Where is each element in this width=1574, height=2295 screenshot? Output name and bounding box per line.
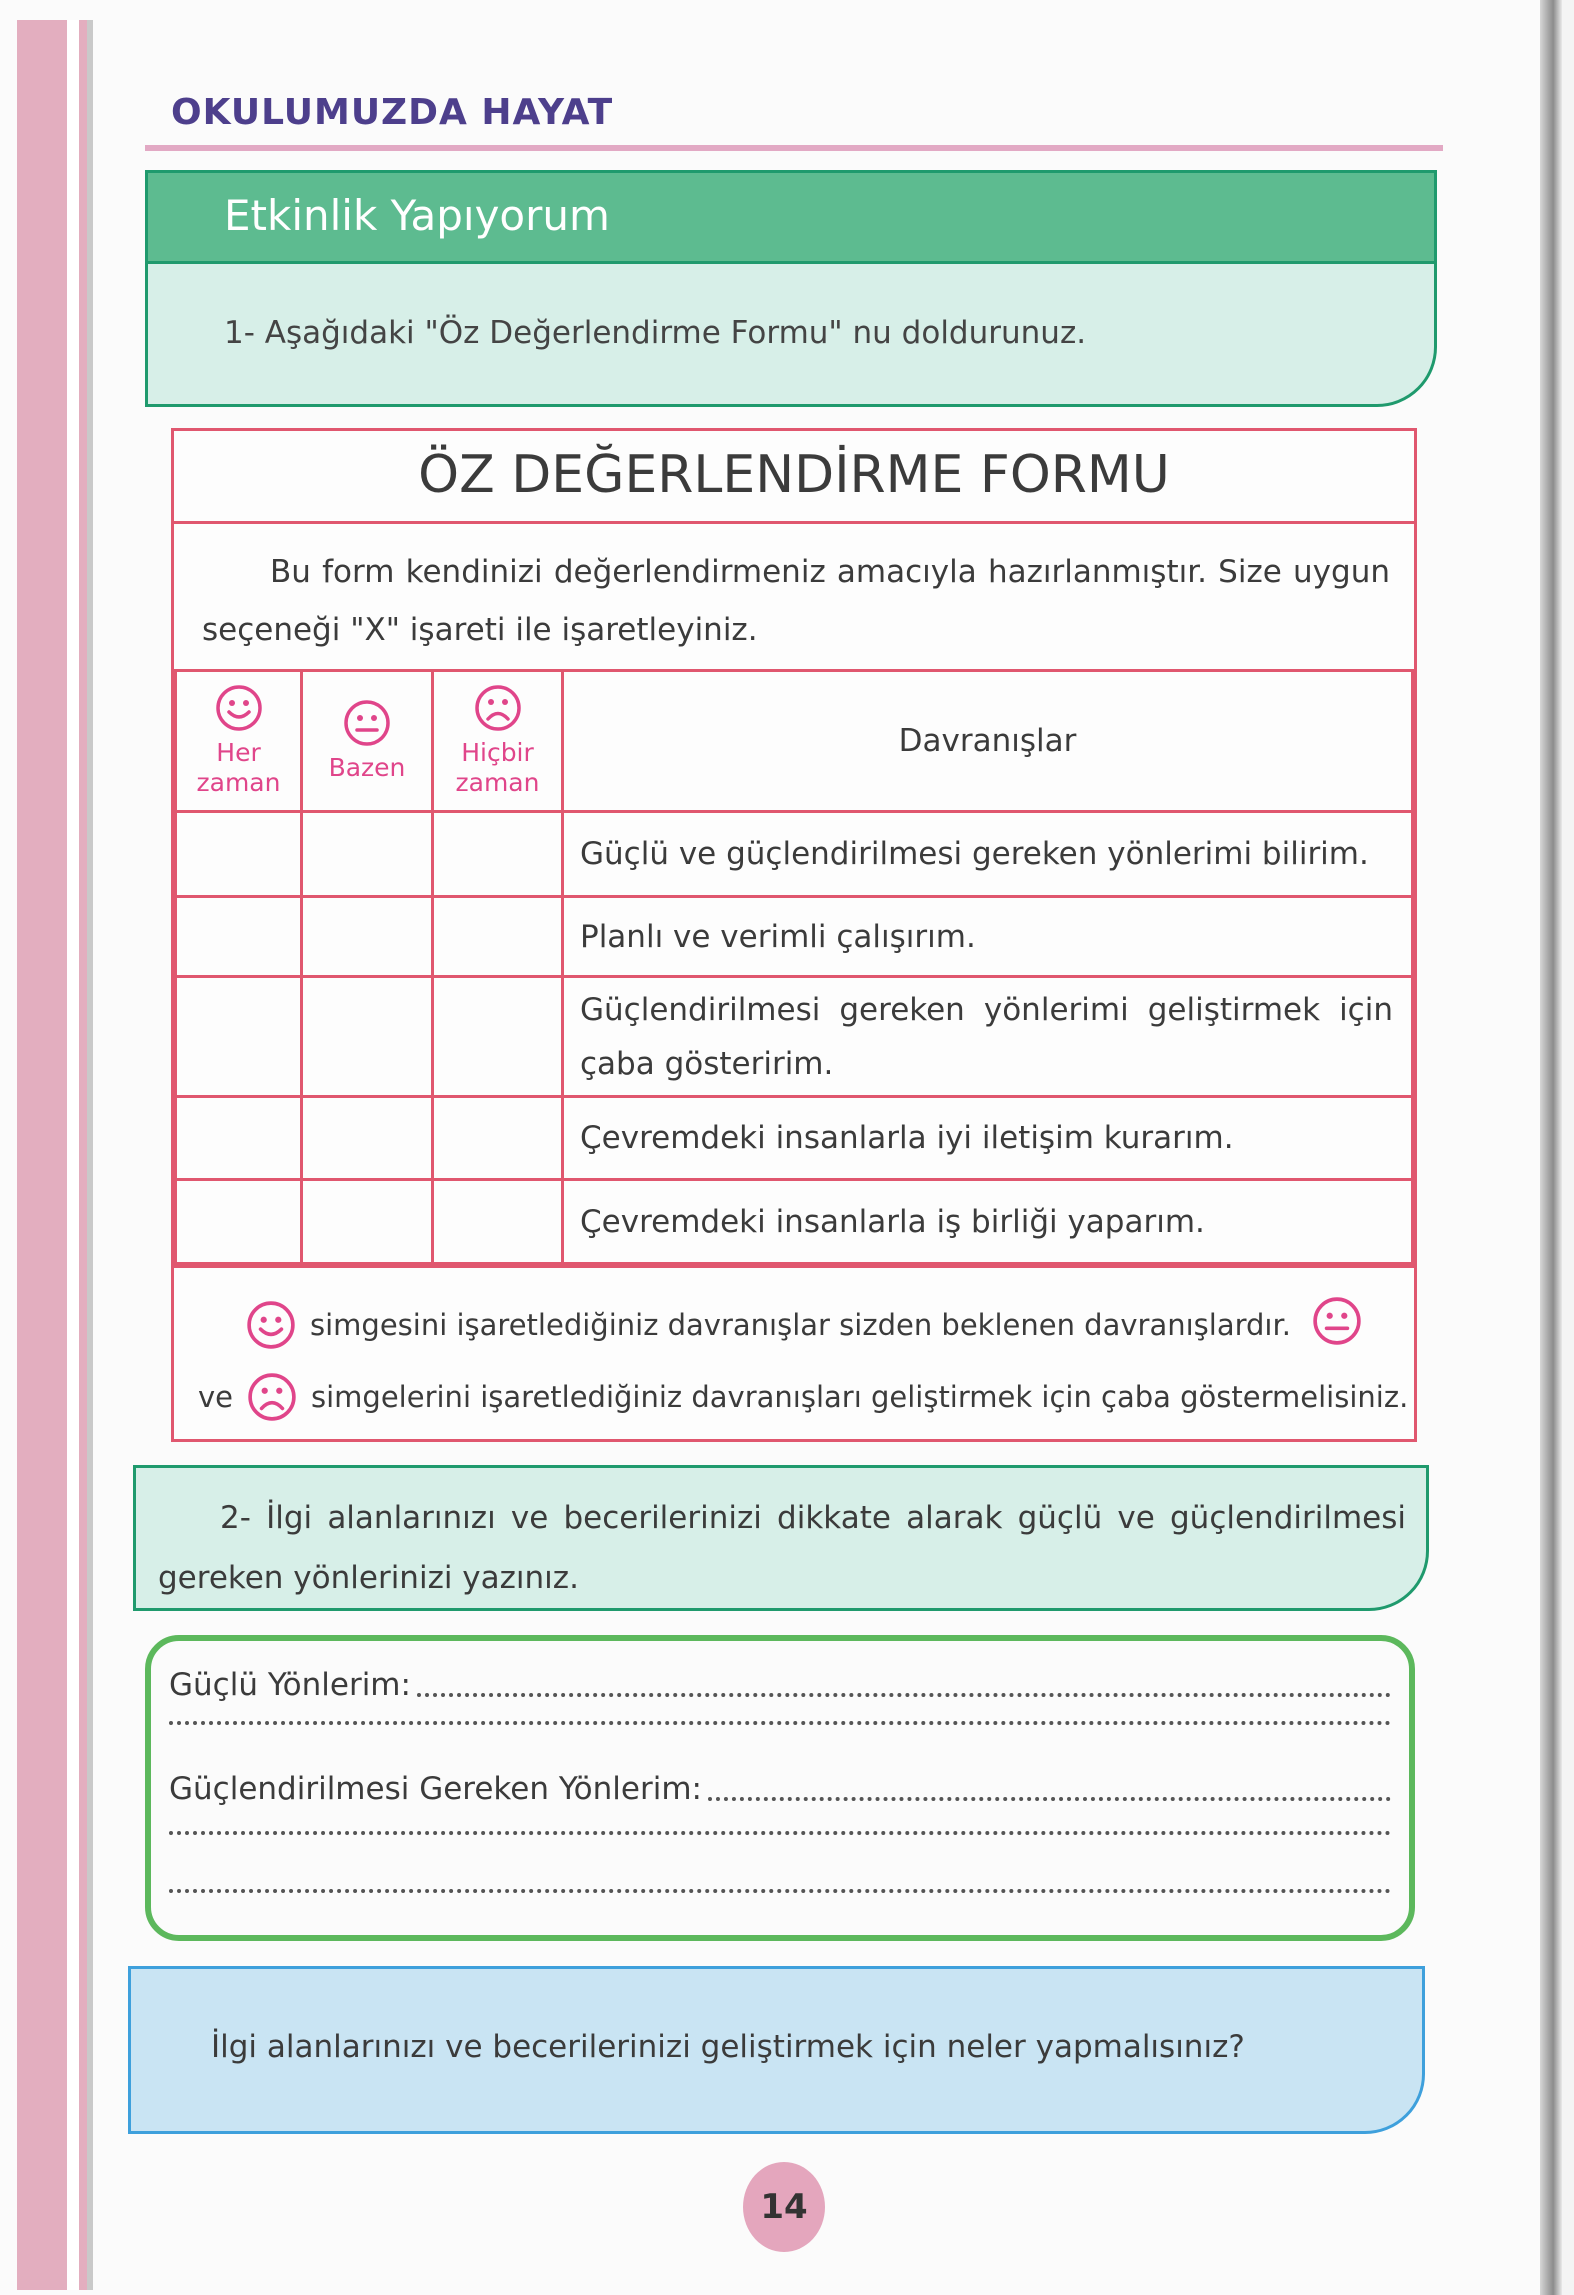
checkbox-sometimes[interactable] xyxy=(302,897,433,977)
assessment-table xyxy=(174,669,1414,1265)
margin-stripe xyxy=(79,20,87,2290)
smiley-neutral-icon xyxy=(343,699,391,747)
column-header-always xyxy=(176,671,302,812)
improvements-line xyxy=(169,1771,1391,1807)
checkbox-always[interactable] xyxy=(176,812,302,897)
strengths-line xyxy=(169,1721,1391,1731)
behavior-text: Güçlü ve güçlendirilmesi gereken yönlerimi bilirim. xyxy=(563,812,1413,897)
improvements-line xyxy=(169,1831,1391,1841)
chapter-divider xyxy=(145,145,1443,151)
checkbox-sometimes[interactable] xyxy=(302,1180,433,1264)
column-header-sometimes xyxy=(302,671,433,812)
question-text: İlgi alanlarınızı ve becerilerinizi geliştirmek için neler yapmalısınız? xyxy=(211,2029,1245,2065)
smiley-neutral-icon xyxy=(1312,1296,1362,1346)
answer-box xyxy=(145,1635,1415,1941)
checkbox-sometimes[interactable] xyxy=(302,1097,433,1180)
legend-text: simgelerini işaretlediğiniz davranışları geliştirmek için çaba göstermelisiniz. xyxy=(311,1380,1409,1414)
activity-box xyxy=(145,170,1437,407)
question-box xyxy=(128,1966,1425,2134)
strengths-line xyxy=(169,1667,1391,1703)
legend-prefix: ve xyxy=(198,1380,234,1414)
improvements-input[interactable] xyxy=(708,1797,1391,1801)
form-intro: Bu form kendinizi değerlendirmeniz amacıyla hazırlanmıştır. Size uygun seçeneği "X" işareti ile işaretleyiniz. xyxy=(202,554,1390,648)
activity-title-bar xyxy=(148,173,1434,264)
checkbox-never[interactable] xyxy=(433,977,563,1097)
checkbox-never[interactable] xyxy=(433,897,563,977)
table-row xyxy=(176,1180,1413,1264)
margin-stripe xyxy=(87,20,93,2290)
column-label: Her xyxy=(216,738,261,767)
checkbox-always[interactable] xyxy=(176,1180,302,1264)
page-number: 14 xyxy=(743,2162,825,2252)
form-title-row xyxy=(174,431,1414,524)
strengths-input[interactable] xyxy=(417,1693,1391,1697)
table-row xyxy=(176,977,1413,1097)
legend-line xyxy=(198,1372,1408,1422)
form-title: ÖZ DEĞERLENDİRME FORMU xyxy=(418,445,1170,505)
behavior-text: Planlı ve verimli çalışırım. xyxy=(563,897,1413,977)
column-header-never xyxy=(433,671,563,812)
activity-box xyxy=(133,1465,1429,1611)
column-label: Hiçbir xyxy=(461,738,534,767)
legend-text: simgesini işaretlediğiniz davranışlar sizden beklenen davranışlardır. xyxy=(310,1308,1291,1342)
column-label: zaman xyxy=(455,768,540,797)
table-header-row xyxy=(176,671,1413,812)
smiley-sad-icon xyxy=(474,684,522,732)
smiley-happy-icon xyxy=(215,684,263,732)
legend-line xyxy=(246,1300,1291,1350)
form-legend xyxy=(174,1265,1414,1445)
smiley-happy-icon xyxy=(246,1300,296,1350)
checkbox-always[interactable] xyxy=(176,1097,302,1180)
improvements-input[interactable] xyxy=(169,1831,1391,1835)
strengths-label: Güçlü Yönlerim: xyxy=(169,1667,411,1703)
page-edge xyxy=(1562,0,1574,2295)
behaviors-header: Davranışlar xyxy=(563,671,1413,812)
table-row xyxy=(176,812,1413,897)
checkbox-sometimes[interactable] xyxy=(302,977,433,1097)
activity-instruction: 2- İlgi alanlarınızı ve becerilerinizi dikkate alarak güçlü ve güçlendirilmesi gereken yönlerinizi yazınız. xyxy=(158,1500,1406,1596)
improvements-label: Güçlendirilmesi Gereken Yönlerim: xyxy=(169,1771,702,1807)
activity-instruction: 1- Aşağıdaki "Öz Değerlendirme Formu" nu doldurunuz. xyxy=(224,315,1087,351)
table-row xyxy=(176,897,1413,977)
margin-stripe xyxy=(17,20,67,2290)
table-row xyxy=(176,1097,1413,1180)
smiley-sad-icon xyxy=(247,1372,297,1422)
strengths-input[interactable] xyxy=(169,1721,1391,1725)
checkbox-never[interactable] xyxy=(433,1097,563,1180)
behavior-text: Güçlendirilmesi gereken yönlerimi geliştirmek için çaba gösteririm. xyxy=(563,977,1413,1097)
checkbox-always[interactable] xyxy=(176,897,302,977)
checkbox-always[interactable] xyxy=(176,977,302,1097)
checkbox-never[interactable] xyxy=(433,1180,563,1264)
page-edge xyxy=(1540,0,1562,2295)
improvements-input[interactable] xyxy=(169,1889,1391,1893)
column-label: zaman xyxy=(196,768,281,797)
margin-stripe xyxy=(67,20,79,2290)
checkbox-sometimes[interactable] xyxy=(302,812,433,897)
behavior-text: Çevremdeki insanlarla iyi iletişim kurarım. xyxy=(563,1097,1413,1180)
activity-title: Etkinlik Yapıyorum xyxy=(224,191,610,240)
improvements-line xyxy=(169,1889,1391,1899)
chapter-title: OKULUMUZDA HAYAT xyxy=(171,92,614,133)
behavior-text: Çevremdeki insanlarla iş birliği yaparım. xyxy=(563,1180,1413,1264)
checkbox-never[interactable] xyxy=(433,812,563,897)
column-label: Bazen xyxy=(328,753,406,782)
self-assessment-form xyxy=(171,428,1417,1442)
